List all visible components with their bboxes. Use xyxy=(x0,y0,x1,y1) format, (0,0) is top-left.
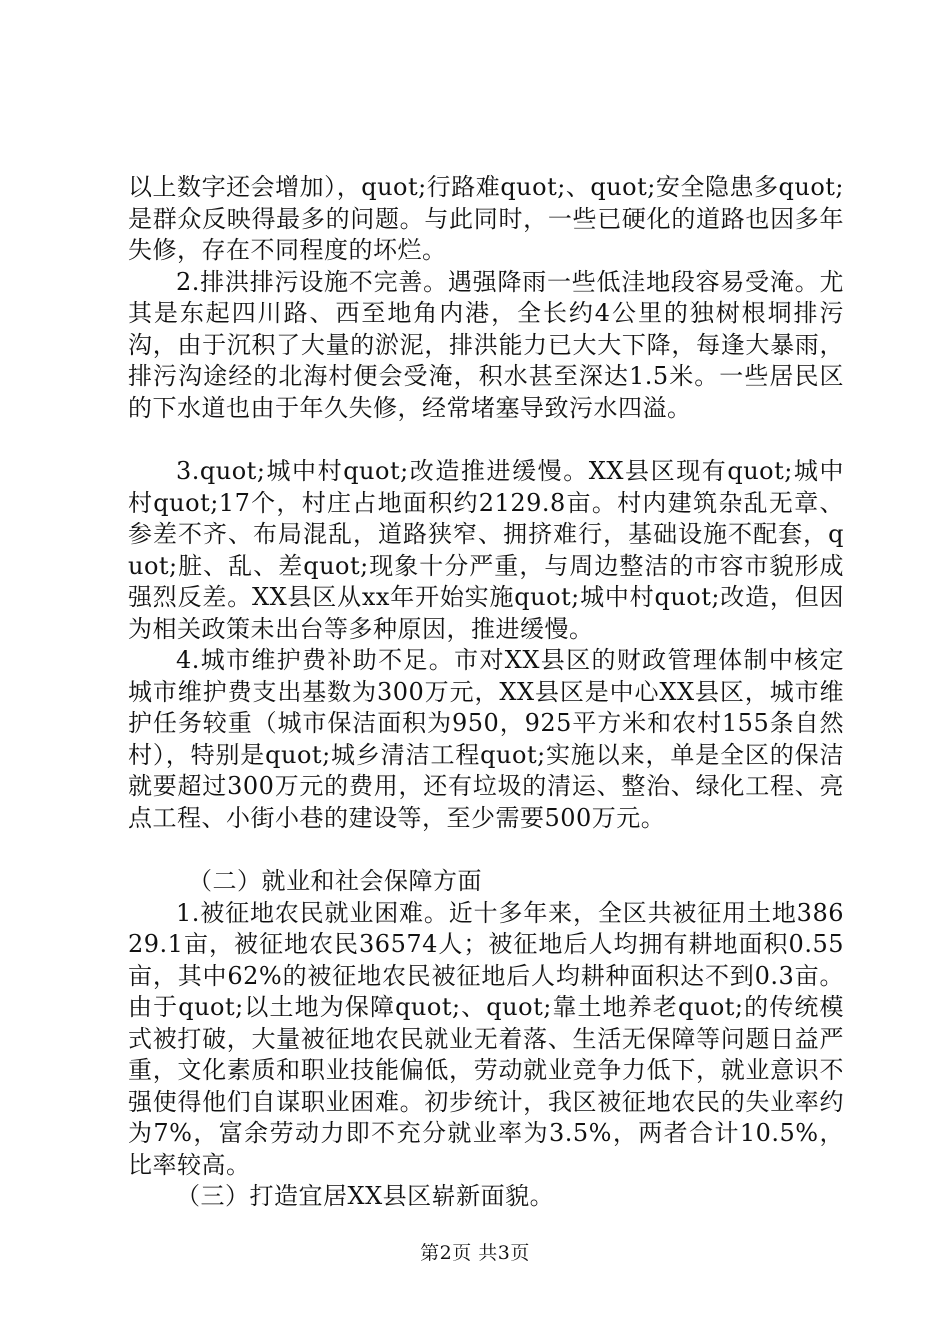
paragraph-maintenance-fee: 4.城市维护费补助不足。市对XX县区的财政管理体制中核定城市维护费支出基数为300万元，XX县区是中心XX县区，城市维护任务较重（城市保洁面积为950，925平方米和农村155条自然村），特别是quot;城乡清洁工程quot;实施以来，单是全区的保洁就要超过300万元的费用，还有垃圾的清运、整治、绿化工程、亮点工程、小街小巷的建设等，至少需要500万元。 xyxy=(128,646,844,832)
paragraph-drainage: 2.排洪排污设施不完善。遇强降雨一些低洼地段容易受淹。尤其是东起四川路、西至地角内港，全长约4公里的独树根垌排污沟，由于沉积了大量的淤泥，排洪能力已大大下降，每逢大暴雨，排污沟途经的北海村便会受淹，积水甚至深达1.5米。一些居民区的下水道也由于年久失修，经常堵塞导致污水四溢。 xyxy=(128,267,844,422)
paragraph-urban-village: 3.quot;城中村quot;改造推进缓慢。XX县区现有quot;城中村quot;17个，村庄占地面积约2129.8亩。村内建筑杂乱无章、参差不齐、布局混乱，道路狭窄、拥挤难行，基础设施不配套，quot;脏、乱、差quot;现象十分严重，与周边整洁的市容市貌形成强烈反差。XX县区从xx年开始实施quot;城中村quot;改造，但因为相关政策未出台等多种原因，推进缓慢。 xyxy=(128,457,844,643)
paragraph-gap xyxy=(128,834,844,866)
paragraph-gap xyxy=(128,424,844,456)
paragraph-landless-farmers: 1.被征地农民就业困难。近十多年来，全区共被征用土地38629.1亩，被征地农民36574人；被征地后人均拥有耕地面积0.55亩，其中62%的被征地农民被征地后人均耕种面积达不到0.3亩。由于quot;以土地为保障quot;、quot;靠土地养老quot;的传统模式被打破，大量被征地农民就业无着落、生活无保障等问题日益严重，文化素质和职业技能偏低，劳动就业竞争力低下，就业意识不强使得他们自谋职业困难。初步统计，我区被征地农民的失业率约为7%，富余劳动力即不充分就业率为3.5%，两者合计10.5%，比率较高。 xyxy=(128,898,844,1179)
paragraph-intro: 以上数字还会增加），quot;行路难quot;、quot;安全隐患多quot;是群众反映得最多的问题。与此同时，一些已硬化的道路也因多年失修，存在不同程度的坏烂。 xyxy=(128,173,844,264)
page-footer: 第2页 共3页 xyxy=(420,1242,530,1264)
document-body xyxy=(128,172,844,1213)
section-heading-employment: （二）就业和社会保障方面 xyxy=(188,867,482,895)
section-heading-livable: （三）打造宜居XX县区崭新面貌。 xyxy=(176,1182,555,1210)
